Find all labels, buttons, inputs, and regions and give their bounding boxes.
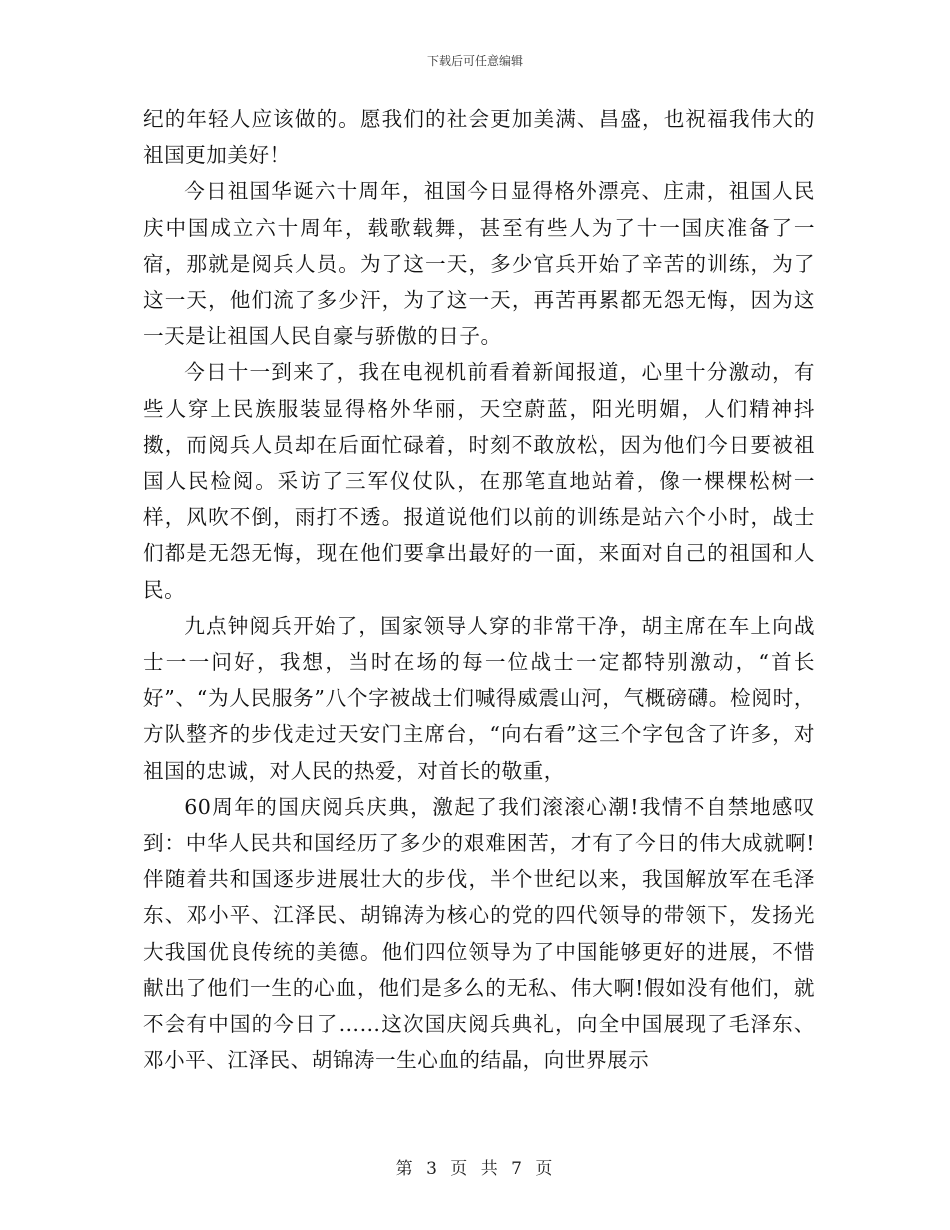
body-text — [143, 101, 815, 1078]
paragraph-continued: 纪的年轻人应该做的。愿我们的社会更加美满、昌盛，也祝福我伟大的祖国更加美好！ — [143, 107, 815, 168]
paragraph: 60周年的国庆阅兵庆典，激起了我们滚滚心潮!我情不自禁地感叹到：中华人民共和国经历了多少的艰难困苦，才有了今日的伟大成就啊!伴随着共和国逐步进展壮大的步伐，半个世纪以来，我国解放军在毛泽东、邓小平、江泽民、胡锦涛为核心的党的四代领导的带领下，发扬光大我国优良传统的美德。他们四位领导为了中国能够更好的进展，不惜献出了他们一生的心血，他们是多么的无私、伟大啊!假如没有他们，就不会有中国的今日了……这次国庆阅兵典礼，向全中国展现了毛泽东、邓小平、江泽民、胡锦涛一生心血的结晶，向世界展示 — [143, 794, 815, 1073]
paragraph: 今日十一到来了，我在电视机前看着新闻报道，心里十分激动，有些人穿上民族服装显得格外华丽，天空蔚蓝，阳光明媚，人们精神抖擞，而阅兵人员却在后面忙碌着，时刻不敢放松，因为他们今日要被祖国人民检阅。采访了三军仪仗队，在那笔直地站着，像一棵棵松树一样，风吹不倒，雨打不透。报道说他们以前的训练是站六个小时，战士们都是无怨无悔，现在他们要拿出最好的一面，来面对自己的祖国和人民。 — [143, 360, 815, 602]
paragraph: 九点钟阅兵开始了，国家领导人穿的非常干净，胡主席在车上向战士一一问好，我想，当时在场的每一位战士一定都特别激动，“首长好”、“为人民服务”八个字被战士们喊得威震山河，气概磅礴。检阅时，方队整齐的步伐走过天安门主席台，“向右看”这三个字包含了许多，对祖国的忠诚，对人民的热爱，对首长的敬重， — [143, 613, 815, 783]
page-header: 下载后可任意编辑 — [426, 54, 523, 68]
paragraph: 今日祖国华诞六十周年，祖国今日显得格外漂亮、庄肃，祖国人民庆中国成立六十周年，载歌载舞，甚至有些人为了十一国庆准备了一宿，那就是阅兵人员。为了这一天，多少官兵开始了辛苦的训练，为了这一天，他们流了多少汗，为了这一天，再苦再累都无怨无悔，因为这一天是让祖国人民自豪与骄傲的日子。 — [143, 179, 815, 349]
page-number-footer: 第 3 页 共 7 页 — [395, 1159, 555, 1179]
